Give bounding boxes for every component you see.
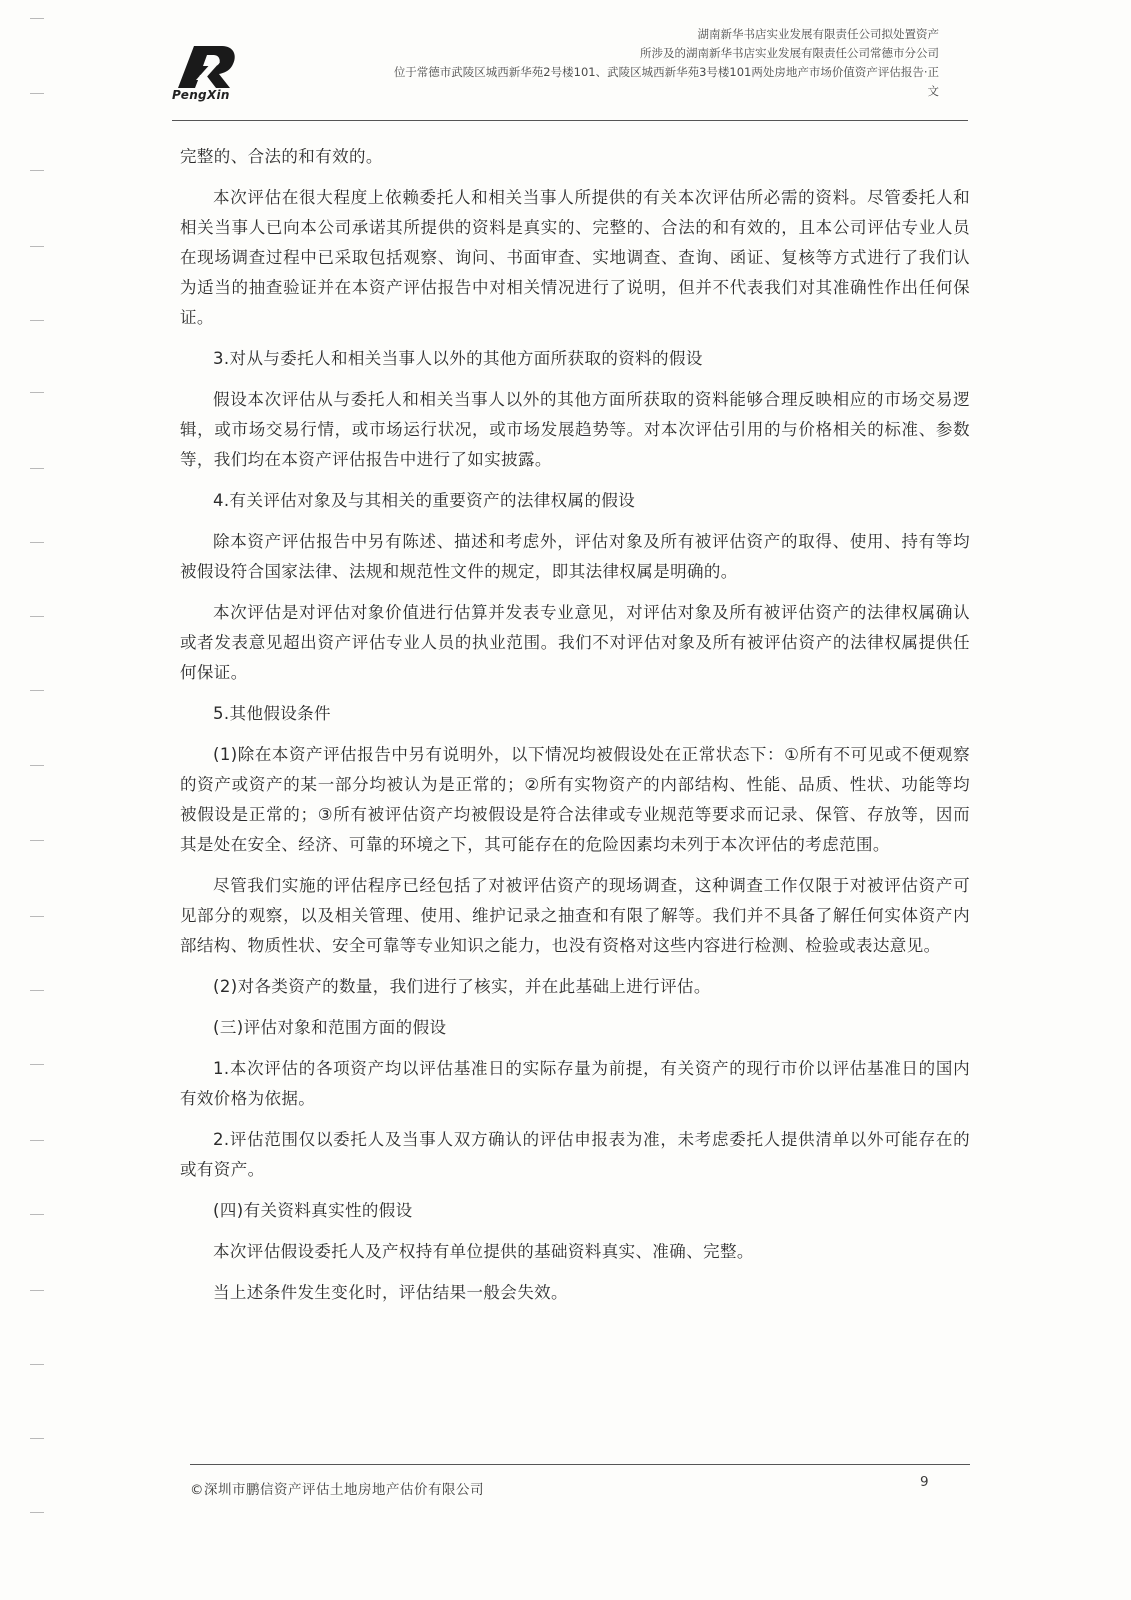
footer-company: ©深圳市鹏信资产评估土地房地产估价有限公司 [190,1482,484,1498]
paragraph: 2.评估范围仅以委托人及当事人双方确认的评估申报表为准，未考虑委托人提供清单以外可能存在的或有资产。 [180,1130,970,1179]
section-heading: (三)评估对象和范围方面的假设 [213,1018,447,1037]
paragraph: 假设本次评估从与委托人和相关当事人以外的其他方面所获取的资料能够合理反映相应的市场交易逻辑，或市场交易行情，或市场运行状况，或市场发展趋势等。对本次评估引用的与价格相关的标准、参数等，我们均在本资产评估报告中进行了如实披露。 [180,390,970,469]
header-line-4: 文 [927,84,939,98]
header-line-1: 湖南新华书店实业发展有限责任公司拟处置资产 [697,27,939,41]
paragraph: (1)除在本资产评估报告中另有说明外，以下情况均被假设处在正常状态下：①所有不可见或不便观察的资产或资产的某一部分均被认为是正常的；②所有实物资产的内部结构、性能、品质、性状、功能等均被假设是正常的；③所有被评估资产均被假设是符合法律或专业规范等要求而记录、保管、存放等，因而其是处在安全、经济、可靠的环境之下，其可能存在的危险因素均未列于本次评估的考虑范围。 [180,745,970,854]
footer-divider [190,1464,970,1465]
binder-margin-marks [0,0,60,1600]
header-divider [172,120,968,121]
paragraph: 当上述条件发生变化时，评估结果一般会失效。 [213,1283,568,1302]
section-heading: 4.有关评估对象及与其相关的重要资产的法律权属的假设 [213,491,636,510]
section-heading: 3.对从与委托人和相关当事人以外的其他方面所获取的资料的假设 [213,349,703,368]
header-line-2: 所涉及的湖南新华书店实业发展有限责任公司常德市分公司 [640,46,939,60]
section-heading: 5.其他假设条件 [213,704,331,723]
section-heading: (四)有关资料真实性的假设 [213,1201,413,1220]
page-number: 9 [920,1474,929,1490]
header-line-3: 位于常德市武陵区城西新华苑2号楼101、武陵区城西新华苑3号楼101两处房地产市场价值资产评估报告·正 [393,65,939,79]
paragraph: 尽管我们实施的评估程序已经包括了对被评估资产的现场调查，这种调查工作仅限于对被评估资产可见部分的观察，以及相关管理、使用、维护记录之抽查和有限了解等。我们并不具备了解任何实体资产内部结构、物质性状、安全可靠等专业知识之能力，也没有资格对这些内容进行检测、检验或表达意见。 [180,876,970,955]
paragraph: 本次评估假设委托人及产权持有单位提供的基础资料真实、准确、完整。 [213,1242,754,1261]
report-header [179,25,939,101]
paragraph: 1.本次评估的各项资产均以评估基准日的实际存量为前提，有关资产的现行市价以评估基准日的国内有效价格为依据。 [180,1059,970,1108]
logo-wordmark: PengXin [172,88,230,102]
paragraph: (2)对各类资产的数量，我们进行了核实，并在此基础上进行评估。 [213,977,711,996]
paragraph: 本次评估是对评估对象价值进行估算并发表专业意见，对评估对象及所有被评估资产的法律权属确认或者发表意见超出资产评估专业人员的执业范围。我们不对评估对象及所有被评估资产的法律权属提供任何保证。 [180,603,970,682]
paragraph: 本次评估在很大程度上依赖委托人和相关当事人所提供的有关本次评估所必需的资料。尽管委托人和相关当事人已向本公司承诺其所提供的资料是真实的、完整的、合法的和有效的，且本公司评估专业人员在现场调查过程中已采取包括观察、询问、书面审查、实地调查、查询、函证、复核等方式进行了我们认为适当的抽查验证并在本资产评估报告中对相关情况进行了说明，但并不代表我们对其准确性作出任何保证。 [180,188,970,327]
report-body [180,142,970,1319]
paragraph: 完整的、合法的和有效的。 [180,147,383,166]
paragraph: 除本资产评估报告中另有陈述、描述和考虑外，评估对象及所有被评估资产的取得、使用、持有等均被假设符合国家法律、法规和规范性文件的规定，即其法律权属是明确的。 [180,532,970,581]
